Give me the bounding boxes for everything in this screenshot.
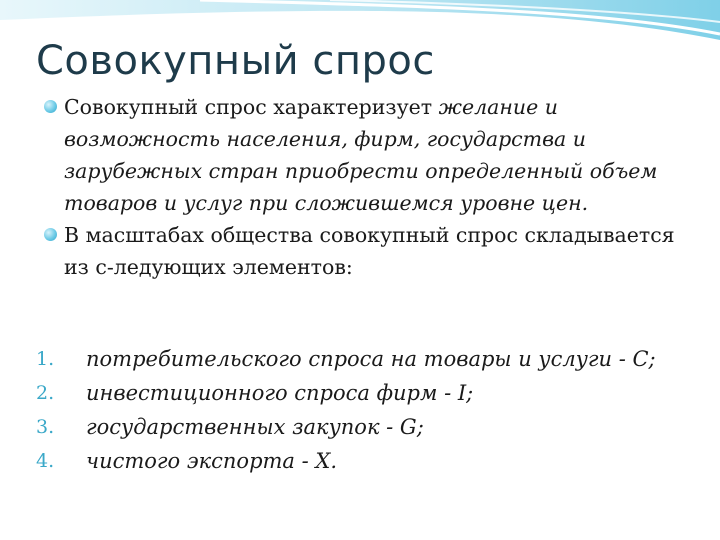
list-item-text: инвестиционного спроса фирм - I; xyxy=(86,381,474,405)
list-item xyxy=(36,342,686,376)
bullet-definition-italic: желание и возможность населения, фирм, государства и зарубежных стран приобрести определенный объем товаров и услуг при сложившемся уровне цен. xyxy=(64,95,658,215)
list-number: 3. xyxy=(36,416,55,438)
bullet-item-definition xyxy=(44,91,684,219)
bullet-dot-icon xyxy=(44,100,57,113)
list-number: 4. xyxy=(36,450,55,472)
list-item-text: потребительского спроса на товары и услуги - C; xyxy=(86,347,656,371)
numbered-list xyxy=(36,342,686,478)
list-item-text: государственных закупок - G; xyxy=(86,415,424,439)
list-item-text: чистого экспорта - X. xyxy=(86,449,338,473)
list-item xyxy=(36,410,686,444)
bullet-item-elements xyxy=(44,219,684,283)
bullet-definition-lead: Совокупный спрос характеризует xyxy=(64,95,439,119)
list-number: 2. xyxy=(36,382,55,404)
slide-title: Совокупный спрос xyxy=(36,38,435,84)
bullet-list xyxy=(44,91,684,283)
bullet-elements-text: В масштабах общества совокупный спрос складывается из с-ледующих элементов: xyxy=(64,223,675,279)
list-item xyxy=(36,444,686,478)
bullet-dot-icon xyxy=(44,228,57,241)
list-item xyxy=(36,376,686,410)
list-number: 1. xyxy=(36,348,55,370)
